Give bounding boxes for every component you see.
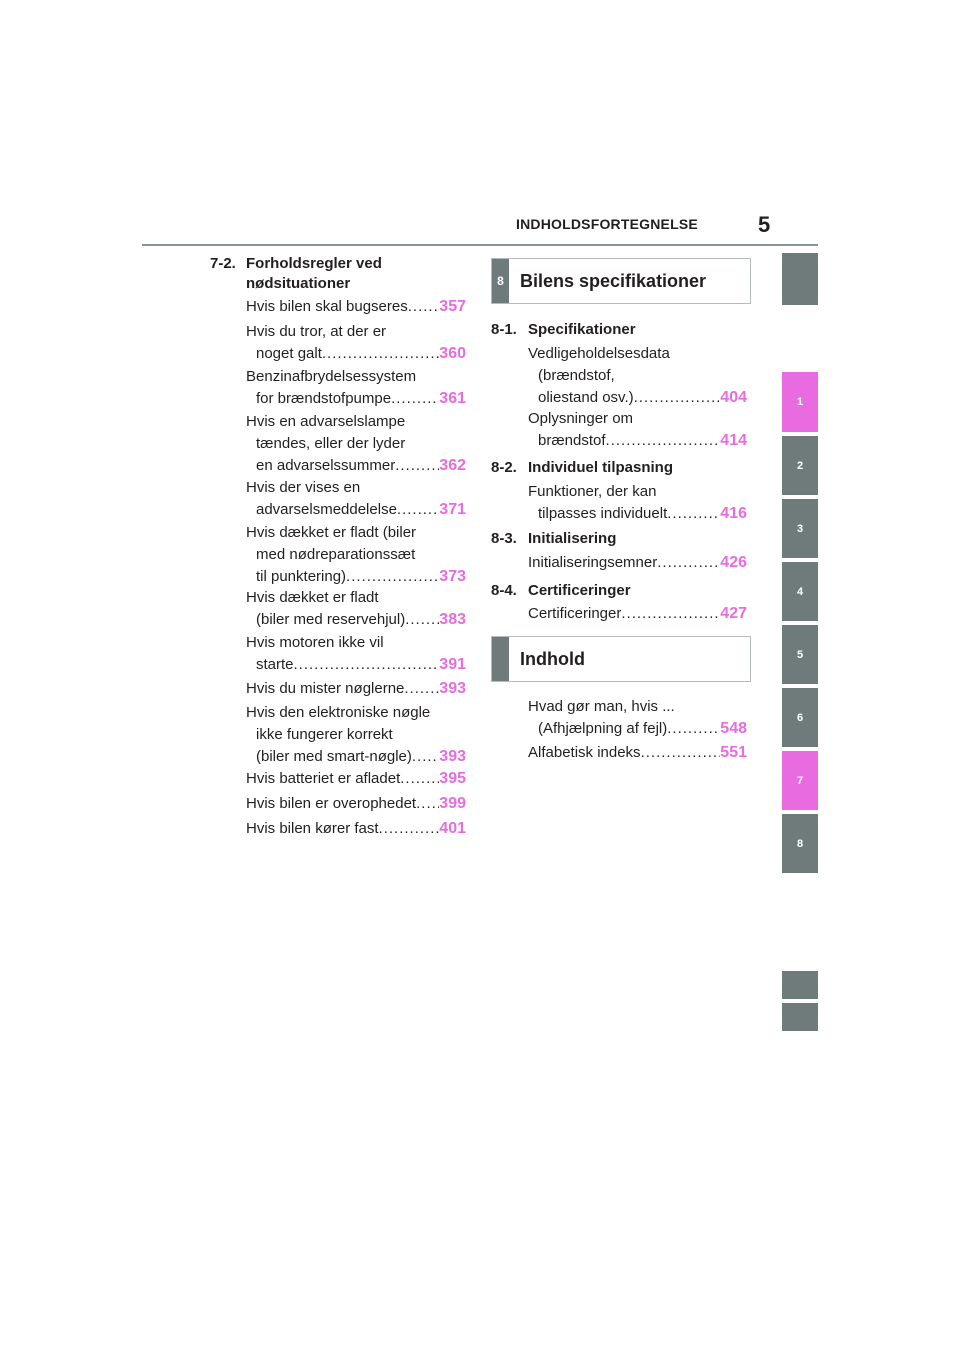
page-link[interactable]: 427 — [720, 605, 747, 622]
toc-entry[interactable]: Hvis der vises en advarselsmeddelelse ..... 371 — [246, 477, 466, 521]
page-link[interactable]: 426 — [720, 554, 747, 571]
chapter-tab-blank-bottom-1[interactable] — [782, 971, 818, 999]
toc-entry[interactable]: Alfabetisk indeks ..... 551 — [528, 742, 747, 764]
page-link[interactable]: 360 — [439, 345, 466, 362]
toc-entry[interactable]: Hvis batteriet er afladet ..... 395 — [246, 768, 466, 790]
toc-entry[interactable]: Hvis dækket er fladt (biler med nødreparationssæt til punktering) ..... 373 — [246, 522, 466, 588]
page-link[interactable]: 393 — [439, 748, 466, 765]
page-link[interactable]: 373 — [439, 568, 466, 585]
page-link[interactable]: 399 — [439, 795, 466, 812]
toc-entry[interactable]: Funktioner, der kan tilpasses individuelt ..... 416 — [528, 481, 747, 525]
chapter-box-tab — [492, 637, 509, 681]
toc-entry[interactable]: Hvis motoren ikke vil starte ..... 391 — [246, 632, 466, 676]
toc-entry[interactable]: Hvis en advarselslampe tændes, eller der lyder en advarselssummer ..... 362 — [246, 411, 466, 477]
chapter-box-tab: 8 — [492, 259, 509, 303]
chapter-box-contents[interactable] — [491, 636, 751, 682]
chapter-box-title: Indhold — [520, 649, 585, 669]
toc-entry[interactable]: Benzinafbrydelsessystem for brændstofpumpe ..... 361 — [246, 366, 466, 410]
toc-entry[interactable]: Hvis bilen er overophedet ..... 399 — [246, 793, 466, 815]
chapter-tab-4[interactable]: 4 — [782, 562, 818, 621]
chapter-box-specifications[interactable] — [491, 258, 751, 304]
section-title-line: Forholdsregler ved — [246, 255, 382, 272]
page-number: 5 — [758, 212, 771, 237]
chapter-tab-1[interactable]: 1 — [782, 372, 818, 432]
page-link[interactable]: 362 — [439, 457, 466, 474]
toc-entry[interactable]: Hvis den elektroniske nøgle ikke fungerer korrekt (biler med smart-nøgle) ..... 393 — [246, 702, 466, 768]
chapter-tab-3[interactable]: 3 — [782, 499, 818, 558]
page-link[interactable]: 551 — [720, 744, 747, 761]
toc-entry[interactable]: Hvis bilen kører fast ..... 401 — [246, 818, 466, 840]
page-link[interactable]: 361 — [439, 390, 466, 407]
toc-entry[interactable]: Hvis du mister nøglerne ..... 393 — [246, 678, 466, 700]
page-link[interactable]: 404 — [720, 389, 747, 406]
header-rule — [142, 244, 818, 246]
toc-entry[interactable]: Hvis du tror, at der er noget galt ..... 360 — [246, 321, 466, 365]
page-link[interactable]: 391 — [439, 656, 466, 673]
section-heading: 8-2. Individuel tilpasning — [491, 459, 674, 476]
toc-entry[interactable]: Oplysninger om brændstof ..... 414 — [528, 408, 747, 452]
page-link[interactable]: 395 — [439, 770, 466, 787]
chapter-tab-5[interactable]: 5 — [782, 625, 818, 684]
chapter-box-title: Bilens specifikationer — [520, 271, 707, 291]
section-heading: 7-2. Forholdsregler ved nødsituationer — [210, 255, 382, 292]
toc-entry[interactable]: Hvis dækket er fladt (biler med reservehjul) ..... 383 — [246, 587, 466, 631]
section-heading: 8-4. Certificeringer — [491, 582, 631, 599]
page-link[interactable]: 416 — [720, 505, 747, 522]
chapter-tab-blank-bottom-2[interactable] — [782, 1003, 818, 1031]
chapter-tab-6[interactable]: 6 — [782, 688, 818, 747]
chapter-tab-2[interactable]: 2 — [782, 436, 818, 495]
section-title-line: nødsituationer — [246, 275, 351, 292]
chapter-tab-7[interactable]: 7 — [782, 751, 818, 810]
toc-entry[interactable]: Certificeringer ..... 427 — [528, 603, 747, 625]
section-heading: 8-3. Initialisering — [491, 530, 617, 547]
chapter-tab-blank-top[interactable] — [782, 253, 818, 305]
toc-entry[interactable]: Hvis bilen skal bugseres ..... 357 — [246, 296, 466, 318]
page-link[interactable]: 414 — [720, 432, 747, 449]
toc-entry[interactable]: Hvad gør man, hvis ... (Afhjælpning af fejl) ..... 548 — [528, 696, 747, 740]
section-heading: 8-1. Specifikationer — [491, 321, 636, 338]
page-link[interactable]: 393 — [439, 680, 466, 697]
page-link[interactable]: 548 — [720, 720, 747, 737]
page-link[interactable]: 383 — [439, 611, 466, 628]
page-link[interactable]: 401 — [439, 820, 466, 837]
page-link[interactable]: 357 — [439, 298, 466, 315]
toc-entry[interactable]: Vedligeholdelsesdata (brændstof, oliestand osv.) ..... 404 — [528, 343, 747, 409]
header-title: INDHOLDSFORTEGNELSE — [516, 216, 698, 232]
toc-entry[interactable]: Initialiseringsemner ..... 426 — [528, 552, 747, 574]
page-link[interactable]: 371 — [439, 501, 466, 518]
chapter-tab-8[interactable]: 8 — [782, 814, 818, 873]
